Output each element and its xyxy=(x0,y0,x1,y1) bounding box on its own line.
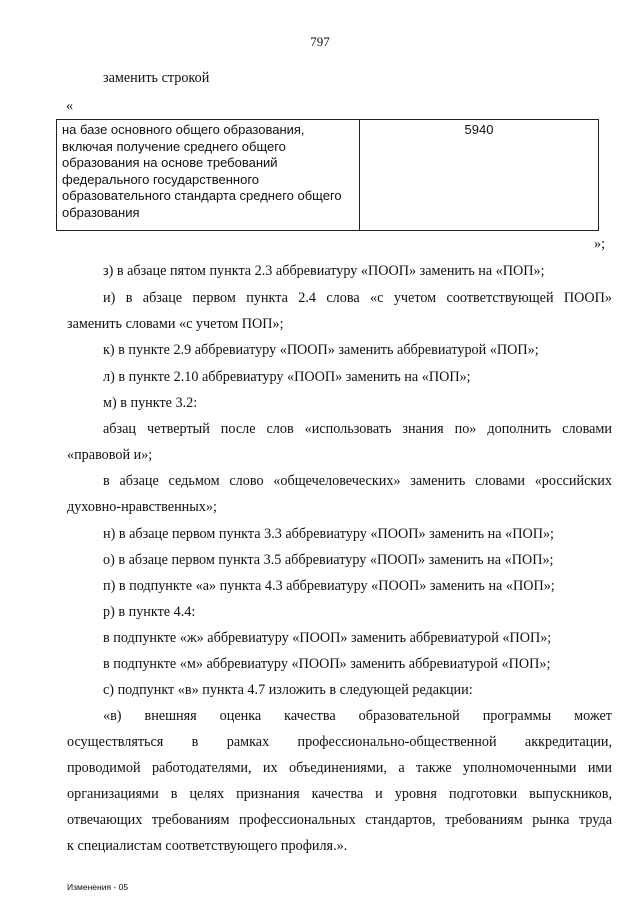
opening-quote: « xyxy=(66,98,74,114)
footer-note: Изменения - 05 xyxy=(67,882,129,892)
table-cell-description: на базе основного общего образования, включая получение среднего общего образования на основе требований федерального государственного образовательного стандарта среднего общего образования xyxy=(57,120,360,231)
paragraph: м) в пункте 3.2: xyxy=(103,395,198,411)
paragraph: «правовой и»; xyxy=(67,447,153,463)
paragraph: духовно-нравственных»; xyxy=(67,499,217,515)
closing-quote: »; xyxy=(594,236,606,252)
paragraph: в подпункте «м» аббревиатуру «ПООП» заменить аббревиатурой «ПОП»; xyxy=(103,656,551,672)
paragraph: организациями в целях признания качества и уровня подготовки выпускников, xyxy=(67,786,612,802)
paragraph: абзац четвертый после слов «использовать знания по» дополнить словами xyxy=(103,421,612,437)
paragraph: к) в пункте 2.9 аббревиатуру «ПООП» заменить аббревиатурой «ПОП»; xyxy=(103,342,539,358)
paragraph: р) в пункте 4.4: xyxy=(103,604,196,620)
intro-text: заменить строкой xyxy=(103,70,210,86)
replacement-table xyxy=(56,119,599,231)
paragraph: и) в абзаце первом пункта 2.4 слова «с учетом соответствующей ПООП» xyxy=(103,290,612,306)
paragraph: л) в пункте 2.10 аббревиатуру «ПООП» заменить на «ПОП»; xyxy=(103,369,471,385)
page-number: 797 xyxy=(310,34,330,49)
paragraph: в подпункте «ж» аббревиатуру «ПООП» заменить аббревиатурой «ПОП»; xyxy=(103,630,552,646)
paragraph: з) в абзаце пятом пункта 2.3 аббревиатуру «ПООП» заменить на «ПОП»; xyxy=(103,263,545,279)
paragraph: с) подпункт «в» пункта 4.7 изложить в следующей редакции: xyxy=(103,682,473,698)
paragraph: «в) внешняя оценка качества образовательной программы может xyxy=(103,708,612,724)
paragraph: п) в подпункте «а» пункта 4.3 аббревиатуру «ПООП» заменить на «ПОП»; xyxy=(103,578,555,594)
paragraph: заменить словами «с учетом ПОП»; xyxy=(67,316,284,332)
paragraph: н) в абзаце первом пункта 3.3 аббревиатуру «ПООП» заменить на «ПОП»; xyxy=(103,526,554,542)
paragraph: осуществляться в рамках профессионально-общественной аккредитации, xyxy=(67,734,612,750)
paragraph: отвечающих требованиям профессиональных стандартов, требованиям рынка труда xyxy=(67,812,612,828)
paragraph: проводимой работодателями, их объединениями, а также уполномоченными ими xyxy=(67,760,612,776)
paragraph: к специалистам соответствующего профиля.». xyxy=(67,838,348,854)
table-row xyxy=(57,120,599,231)
paragraph: о) в абзаце первом пункта 3.5 аббревиатуру «ПООП» заменить на «ПОП»; xyxy=(103,552,554,568)
paragraph: в абзаце седьмом слово «общечеловеческих» заменить словами «российских xyxy=(103,473,612,489)
table-cell-value: 5940 xyxy=(360,120,599,231)
